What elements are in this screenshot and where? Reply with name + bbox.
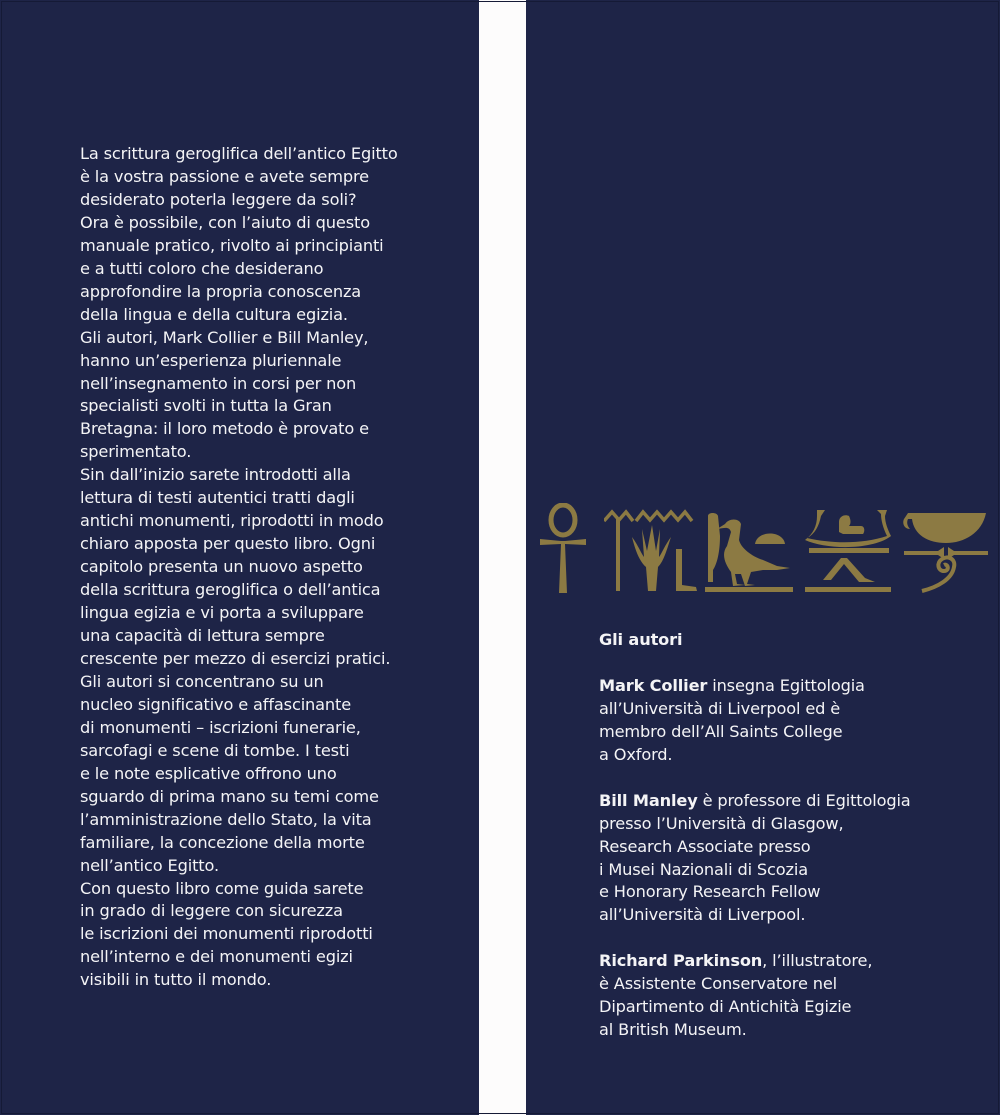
blurb-line: e le note esplicative offrono uno (80, 763, 337, 783)
author-bio-line: è Assistente Conservatore nel (599, 974, 838, 994)
spine-strip (479, 0, 526, 1115)
author-name: Bill Manley (599, 790, 698, 810)
blurb-line: Con questo libro come guida sarete (80, 878, 364, 898)
spacer (599, 927, 939, 950)
duck-loaf-icon (705, 512, 795, 592)
author-bio-first-line (599, 950, 939, 973)
blurb-line: La scrittura geroglifica dell’antico Egitto (80, 144, 398, 163)
blurb-line: della lingua e della cultura egizia. (80, 304, 348, 324)
blurb-line: sguardo di prima mano su temi come (80, 786, 379, 806)
blurb-line: manuale pratico, rivolto ai principianti (80, 235, 384, 255)
blurb-line: capitolo presenta un nuovo aspetto (80, 557, 363, 577)
spacer (599, 652, 939, 675)
author-bio-line: presso l’Università di Glasgow, (599, 813, 844, 833)
author-bio-first-line (599, 790, 939, 813)
blurb-line: hanno un’esperienza pluriennale (80, 350, 342, 370)
author-bio-line: Dipartimento di Antichità Egizie (599, 997, 852, 1017)
author-bio-line: e Honorary Research Fellow (599, 882, 821, 902)
blurb-line: desiderato poterla leggere da soli? (80, 189, 357, 209)
ankh-icon (538, 503, 588, 595)
author-bio-text: , l’illustratore, (762, 951, 873, 971)
blurb-line: di monumenti – iscrizioni funerarie, (80, 717, 361, 737)
blurb-line: antichi monumenti, riprodotti in modo (80, 511, 384, 531)
author-bio-line: al British Museum. (599, 1020, 747, 1040)
authors-section (599, 629, 939, 1042)
blurb-line: Gli autori, Mark Collier e Bill Manley, (80, 327, 369, 347)
blurb-line: della scrittura geroglifica o dell’antica (80, 580, 381, 600)
blurb-line: approfondire la propria conoscenza (80, 281, 362, 301)
blurb-line: familiare, la concezione della morte (80, 832, 365, 852)
author-bio-line: a Oxford. (599, 744, 673, 764)
author-bio-line: Research Associate presso (599, 836, 811, 856)
back-cover-panel (0, 0, 479, 1115)
blurb-line: le iscrizioni dei monumenti riprodotti (80, 924, 373, 944)
blurb-line: nell’antico Egitto. (80, 855, 219, 875)
blurb-line: lingua egizia e vi porta a sviluppare (80, 603, 364, 623)
blurb-line: è la vostra passione e avete sempre (80, 166, 369, 186)
author-name: Mark Collier (599, 675, 708, 695)
authors-heading: Gli autori (599, 630, 683, 649)
blurb-line: sperimentato. (80, 442, 192, 462)
blurb-line: Sin dall’inizio sarete introdotti alla (80, 465, 351, 485)
reed-water-lotus-leg-icon (604, 509, 698, 593)
blurb-line: lettura di testi autentici tratti dagli (80, 488, 355, 508)
blurb-line: Gli autori si concentrano su un (80, 671, 324, 691)
blurb-line: specialisti svolti in tutta la Gran (80, 396, 332, 416)
blurb-line: nucleo significativo e affascinante (80, 694, 352, 714)
blurb-line: Bretagna: il loro metodo è provato e (80, 419, 369, 439)
author-bio-line: membro dell’All Saints College (599, 721, 843, 741)
blurb-line: l’amministrazione dello Stato, la vita (80, 809, 372, 829)
author-bio-line: all’Università di Liverpool ed è (599, 698, 841, 718)
blurb-line: Ora è possibile, con l’aiuto di questo (80, 212, 370, 232)
blurb-line: una capacità di lettura sempre (80, 626, 325, 646)
author-bio-line: all’Università di Liverpool. (599, 905, 806, 925)
author-bio-text: insegna Egittologia (707, 675, 865, 695)
author-bio-text: è professore di Egittologia (697, 790, 911, 810)
blurb-line: visibili in tutto il mondo. (80, 970, 272, 990)
blurb-line: sarcofagi e scene di tombe. I testi (80, 740, 350, 760)
blurb-line: in grado di leggere con sicurezza (80, 901, 343, 921)
hieroglyph-frieze (534, 500, 994, 600)
author-bio-line: i Musei Nazionali di Scozia (599, 859, 809, 879)
basin-spiral-icon (902, 513, 990, 595)
blurb-line: crescente per mezzo di esercizi pratici. (80, 648, 391, 668)
boat-sphinx-icon (803, 510, 893, 592)
blurb-line: chiaro apposta per questo libro. Ogni (80, 534, 376, 554)
blurb-line: nell’insegnamento in corsi per non (80, 373, 357, 393)
spacer (599, 767, 939, 790)
blurb-text (80, 143, 440, 992)
author-bio-first-line (599, 675, 939, 698)
author-name: Richard Parkinson (599, 951, 763, 971)
blurb-line: e a tutti coloro che desiderano (80, 258, 324, 278)
blurb-line: nell’interno e dei monumenti egizi (80, 947, 353, 967)
